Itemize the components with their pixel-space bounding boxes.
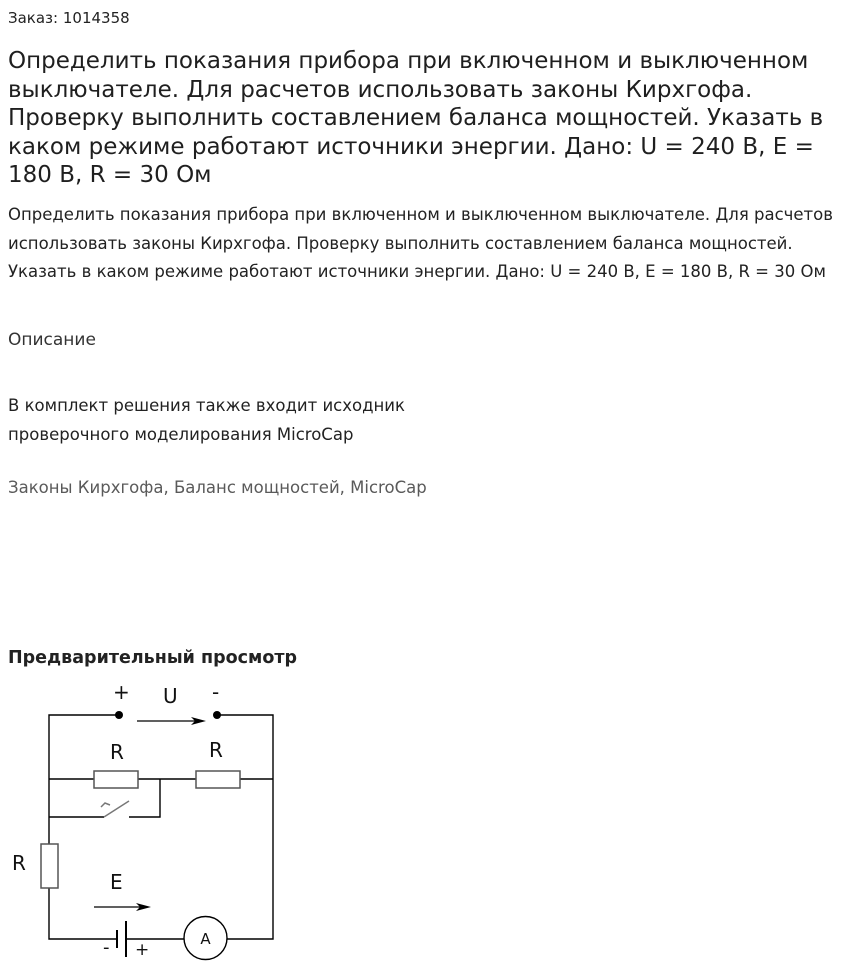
terminal-plus-dot <box>115 711 123 719</box>
resistor-left-label: R <box>12 851 26 875</box>
circuit-diagram <box>0 672 300 972</box>
switch-icon <box>101 801 129 817</box>
resistor-top-left-label: R <box>110 740 124 764</box>
preview-heading: Предварительный просмотр <box>8 648 298 668</box>
terminal-plus-label: + <box>113 680 130 704</box>
terminal-minus-label: - <box>212 680 220 704</box>
wire-top-right <box>217 715 273 779</box>
terminal-minus-dot <box>213 711 221 719</box>
extra-note-line-1: В комплект решения также входит исходник <box>8 396 405 415</box>
wire-right-side <box>227 779 273 939</box>
battery-plus-label: + <box>135 940 150 960</box>
wire-left-lower <box>49 888 117 939</box>
extra-note-line-2: проверочного моделирования MicroCap <box>8 425 354 444</box>
resistor-top-left <box>94 771 138 788</box>
solution-extra-note <box>8 391 528 449</box>
task-description: Определить показания прибора при включенном и выключенном выключателе. Для расчетов использовать законы Кирхгофа. Проверку выполнить составлением баланса мощностей. Указать в каком режиме работают источники энергии. Дано: U = 240 В, E = 180 В, R = 30 Ом <box>8 205 833 281</box>
resistor-left <box>41 844 58 888</box>
ammeter-label: A <box>200 930 211 948</box>
wire-top-left <box>49 715 119 779</box>
resistor-top-right-label: R <box>209 738 223 762</box>
battery-minus-label: - <box>103 937 110 958</box>
resistor-top-right <box>196 771 240 788</box>
description-section-label: Описание <box>8 330 96 350</box>
page-title: Определить показания прибора при включенном и выключенном выключателе. Для расчетов использовать законы Кирхгофа. Проверку выполнить составлением баланса мощностей. Указать в каком режиме работают источники энергии. Дано: U = 240 В, E = 180 В, R = 30 Ом <box>8 48 824 188</box>
emf-label: E <box>110 870 123 894</box>
order-number: Заказ: 1014358 <box>8 9 130 27</box>
voltage-label: U <box>163 684 178 708</box>
tags-list[interactable]: Законы Кирхгофа, Баланс мощностей, MicroCap <box>8 478 427 497</box>
